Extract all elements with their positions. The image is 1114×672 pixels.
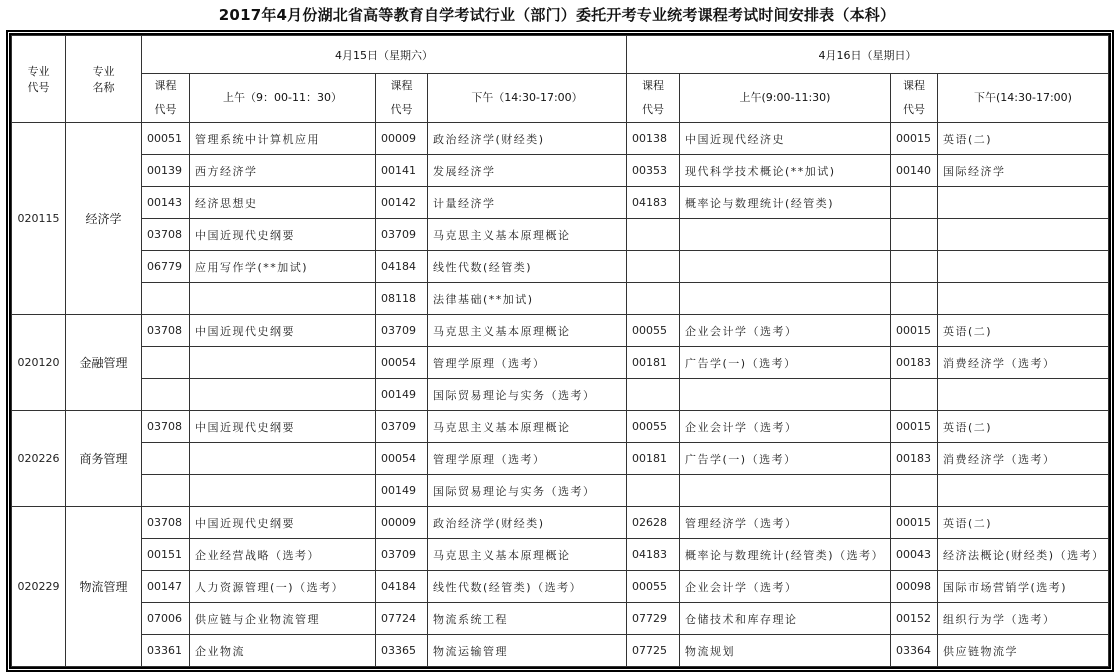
header-course-code: 课程 代号 — [627, 74, 680, 123]
header-day2-pm: 下午(14:30-17:00) — [938, 74, 1109, 123]
table-row — [12, 443, 1109, 475]
course-name: 现代科学技术概论(**加试) — [680, 155, 891, 187]
course-name: 企业会计学（选考） — [680, 315, 891, 347]
course-code: 06779 — [142, 251, 190, 283]
course-code — [627, 475, 680, 507]
course-name: 中国近现代经济史 — [680, 123, 891, 155]
course-name — [680, 219, 891, 251]
exam-schedule-table — [6, 30, 1114, 672]
course-name: 国际经济学 — [938, 155, 1109, 187]
course-code: 07725 — [627, 635, 680, 667]
course-code: 03709 — [376, 315, 428, 347]
table-row — [12, 379, 1109, 411]
course-code: 00142 — [376, 187, 428, 219]
major-code: 020226 — [12, 411, 66, 507]
table-row — [12, 187, 1109, 219]
course-name: 计量经济学 — [428, 187, 627, 219]
course-code — [142, 443, 190, 475]
table-row — [12, 251, 1109, 283]
course-code: 00149 — [376, 379, 428, 411]
course-name: 国际贸易理论与实务（选考） — [428, 475, 627, 507]
course-name: 马克思主义基本原理概论 — [428, 315, 627, 347]
table-row — [12, 411, 1109, 443]
table-row — [12, 603, 1109, 635]
course-code: 00098 — [891, 571, 938, 603]
header-day1: 4月15日（星期六） — [142, 36, 627, 74]
course-name — [938, 283, 1109, 315]
course-name: 概率论与数理统计(经管类)（选考） — [680, 539, 891, 571]
course-name: 物流规划 — [680, 635, 891, 667]
course-name: 供应链与企业物流管理 — [190, 603, 376, 635]
course-code — [891, 187, 938, 219]
table-row — [12, 539, 1109, 571]
course-name: 经济思想史 — [190, 187, 376, 219]
course-code: 00015 — [891, 123, 938, 155]
course-code — [891, 219, 938, 251]
table-row — [12, 475, 1109, 507]
course-code: 04184 — [376, 251, 428, 283]
header-day2: 4月16日（星期日） — [627, 36, 1109, 74]
course-code: 00051 — [142, 123, 190, 155]
course-name: 英语(二) — [938, 315, 1109, 347]
course-code: 00055 — [627, 411, 680, 443]
course-name: 企业会计学（选考） — [680, 571, 891, 603]
course-name: 物流系统工程 — [428, 603, 627, 635]
course-name: 经济法概论(财经类)（选考） — [938, 539, 1109, 571]
course-code: 03709 — [376, 539, 428, 571]
course-code — [142, 347, 190, 379]
course-name: 消费经济学（选考） — [938, 443, 1109, 475]
course-code: 00055 — [627, 315, 680, 347]
course-code: 00183 — [891, 443, 938, 475]
major-name: 商务管理 — [66, 411, 142, 507]
course-code — [891, 251, 938, 283]
course-code: 08118 — [376, 283, 428, 315]
course-name — [938, 475, 1109, 507]
course-code: 00054 — [376, 443, 428, 475]
course-name: 管理学原理（选考） — [428, 347, 627, 379]
course-name: 国际市场营销学(选考) — [938, 571, 1109, 603]
course-code: 00043 — [891, 539, 938, 571]
header-day1-pm: 下午（14:30-17:00） — [428, 74, 627, 123]
course-code: 04183 — [627, 539, 680, 571]
course-name — [680, 379, 891, 411]
course-code: 03708 — [142, 507, 190, 539]
course-name: 马克思主义基本原理概论 — [428, 219, 627, 251]
course-name: 企业物流 — [190, 635, 376, 667]
course-code: 03361 — [142, 635, 190, 667]
course-code: 07724 — [376, 603, 428, 635]
course-code: 03708 — [142, 219, 190, 251]
major-code: 020115 — [12, 123, 66, 315]
course-code: 04184 — [376, 571, 428, 603]
course-name — [938, 219, 1109, 251]
course-code: 00143 — [142, 187, 190, 219]
course-code: 02628 — [627, 507, 680, 539]
course-name — [680, 475, 891, 507]
course-name — [190, 347, 376, 379]
course-name — [680, 251, 891, 283]
table-row — [12, 507, 1109, 539]
course-code: 07729 — [627, 603, 680, 635]
course-code: 04183 — [627, 187, 680, 219]
course-name — [190, 475, 376, 507]
course-name — [680, 283, 891, 315]
course-name: 英语(二) — [938, 123, 1109, 155]
course-name: 中国近现代史纲要 — [190, 219, 376, 251]
table-row — [12, 315, 1109, 347]
course-name: 仓储技术和库存理论 — [680, 603, 891, 635]
course-code: 00141 — [376, 155, 428, 187]
course-name — [938, 251, 1109, 283]
course-code: 00181 — [627, 347, 680, 379]
course-name — [938, 379, 1109, 411]
course-name: 西方经济学 — [190, 155, 376, 187]
course-code: 00015 — [891, 411, 938, 443]
course-name — [190, 379, 376, 411]
header-major-code: 专业 代号 — [12, 36, 66, 123]
header-course-code: 课程 代号 — [142, 74, 190, 123]
table-row — [12, 635, 1109, 667]
table-row — [12, 123, 1109, 155]
course-name: 英语(二) — [938, 411, 1109, 443]
course-code — [891, 379, 938, 411]
course-name — [190, 283, 376, 315]
major-code: 020120 — [12, 315, 66, 411]
course-code: 03709 — [376, 411, 428, 443]
course-code: 03365 — [376, 635, 428, 667]
course-name: 国际贸易理论与实务（选考） — [428, 379, 627, 411]
course-code: 00009 — [376, 507, 428, 539]
course-name: 中国近现代史纲要 — [190, 315, 376, 347]
course-code — [627, 379, 680, 411]
page-title: 2017年4月份湖北省高等教育自学考试行业（部门）委托开考专业统考课程考试时间安排表（本科） — [218, 6, 896, 24]
course-code: 03709 — [376, 219, 428, 251]
header-course-code: 课程 代号 — [891, 74, 938, 123]
schedule-body — [12, 123, 1109, 667]
course-name: 企业会计学（选考） — [680, 411, 891, 443]
course-code: 00139 — [142, 155, 190, 187]
course-code — [891, 475, 938, 507]
major-name: 金融管理 — [66, 315, 142, 411]
course-code: 00183 — [891, 347, 938, 379]
course-code: 00015 — [891, 315, 938, 347]
course-code — [891, 283, 938, 315]
course-name: 广告学(一)（选考） — [680, 443, 891, 475]
major-name: 经济学 — [66, 123, 142, 315]
course-name: 马克思主义基本原理概论 — [428, 539, 627, 571]
header-course-code: 课程 代号 — [376, 74, 428, 123]
course-name: 人力资源管理(一)（选考） — [190, 571, 376, 603]
course-name: 中国近现代史纲要 — [190, 507, 376, 539]
table-row — [12, 571, 1109, 603]
course-name — [938, 187, 1109, 219]
course-name: 法律基础(**加试) — [428, 283, 627, 315]
course-code: 00055 — [627, 571, 680, 603]
course-name: 概率论与数理统计(经管类) — [680, 187, 891, 219]
course-code: 00151 — [142, 539, 190, 571]
course-name: 政治经济学(财经类) — [428, 123, 627, 155]
header-day1-am: 上午（9：00-11：30） — [190, 74, 376, 123]
course-code: 00138 — [627, 123, 680, 155]
course-code — [142, 475, 190, 507]
course-name: 线性代数(经管类) — [428, 251, 627, 283]
course-code: 00140 — [891, 155, 938, 187]
table-row — [12, 347, 1109, 379]
header-major-name: 专业 名称 — [66, 36, 142, 123]
course-name: 企业经营战略（选考） — [190, 539, 376, 571]
major-code: 020229 — [12, 507, 66, 667]
course-code: 00009 — [376, 123, 428, 155]
course-code: 00015 — [891, 507, 938, 539]
course-name: 马克思主义基本原理概论 — [428, 411, 627, 443]
course-code — [142, 283, 190, 315]
course-name: 线性代数(经管类)（选考） — [428, 571, 627, 603]
course-name: 发展经济学 — [428, 155, 627, 187]
course-code: 00149 — [376, 475, 428, 507]
course-name: 供应链物流学 — [938, 635, 1109, 667]
table-row — [12, 155, 1109, 187]
major-name: 物流管理 — [66, 507, 142, 667]
header-day2-am: 上午(9:00-11:30) — [680, 74, 891, 123]
course-code — [627, 251, 680, 283]
course-name: 消费经济学（选考） — [938, 347, 1109, 379]
course-code: 00181 — [627, 443, 680, 475]
course-code — [627, 283, 680, 315]
course-name: 中国近现代史纲要 — [190, 411, 376, 443]
course-code: 03708 — [142, 411, 190, 443]
course-name: 物流运输管理 — [428, 635, 627, 667]
course-name: 组织行为学（选考） — [938, 603, 1109, 635]
course-name: 管理经济学（选考） — [680, 507, 891, 539]
course-name: 英语(二) — [938, 507, 1109, 539]
course-name: 广告学(一)（选考） — [680, 347, 891, 379]
course-code — [142, 379, 190, 411]
course-code: 00353 — [627, 155, 680, 187]
course-code — [627, 219, 680, 251]
table-row — [12, 219, 1109, 251]
course-code: 00152 — [891, 603, 938, 635]
course-code: 07006 — [142, 603, 190, 635]
course-code: 03364 — [891, 635, 938, 667]
course-name: 应用写作学(**加试) — [190, 251, 376, 283]
course-name: 管理学原理（选考） — [428, 443, 627, 475]
course-name: 政治经济学(财经类) — [428, 507, 627, 539]
course-code: 03708 — [142, 315, 190, 347]
course-name: 管理系统中计算机应用 — [190, 123, 376, 155]
course-name — [190, 443, 376, 475]
course-code: 00147 — [142, 571, 190, 603]
table-row — [12, 283, 1109, 315]
course-code: 00054 — [376, 347, 428, 379]
